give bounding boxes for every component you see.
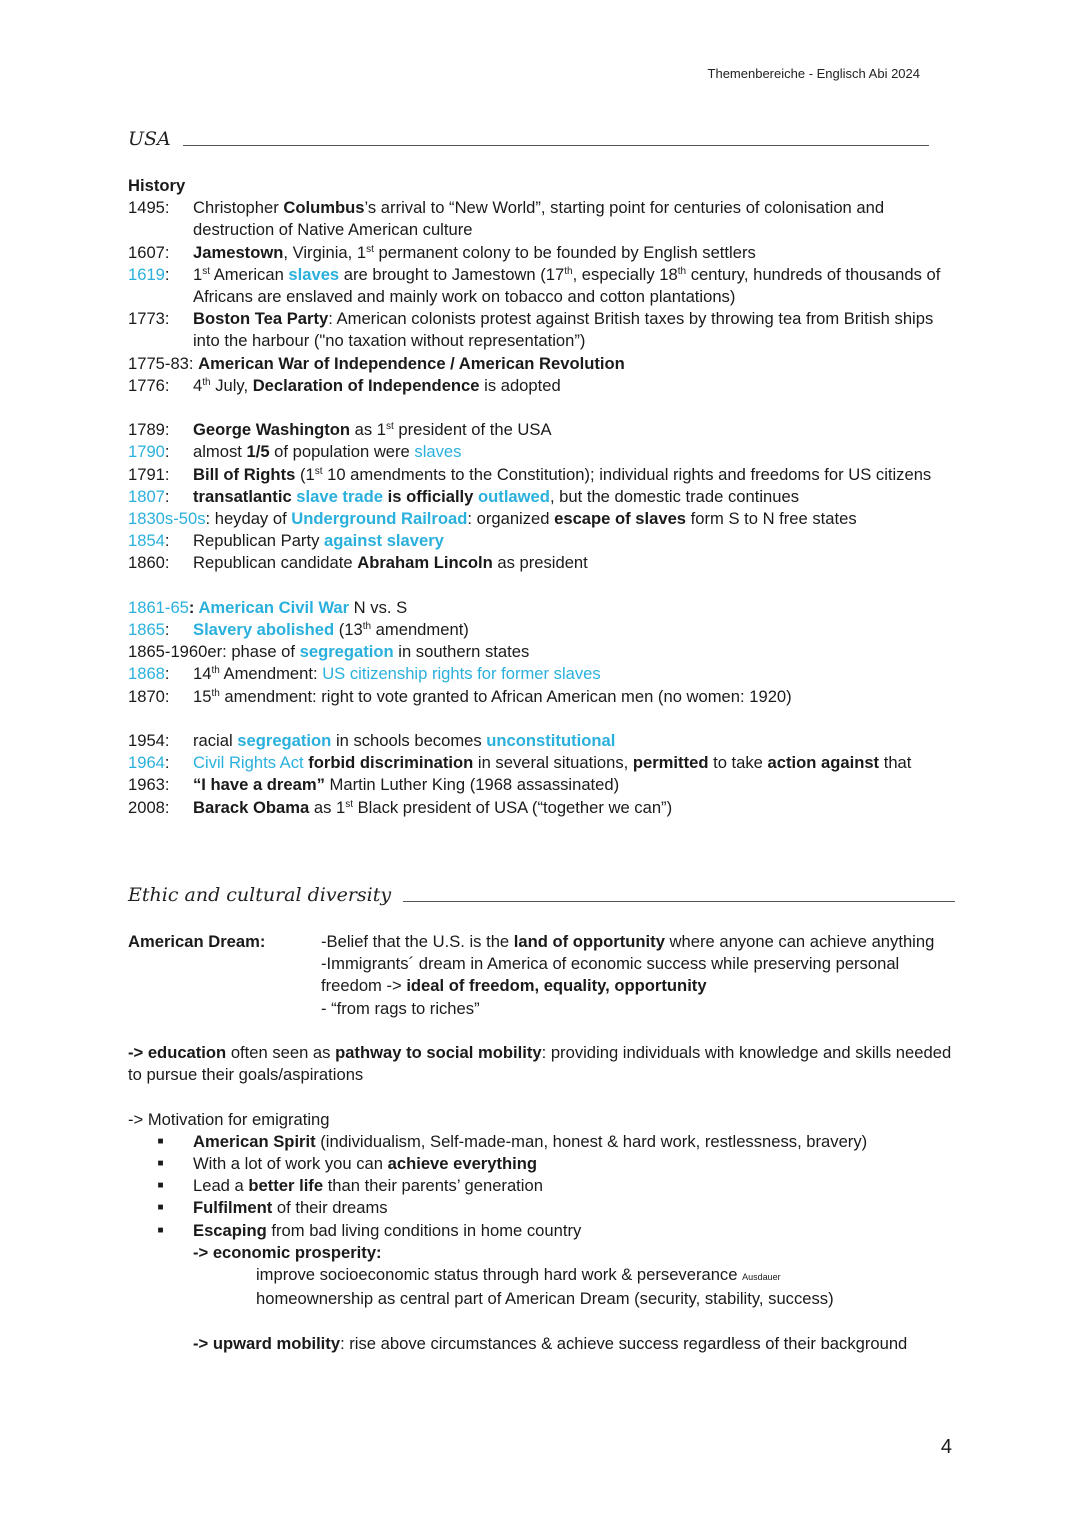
- history-heading: History: [128, 176, 186, 195]
- title-rule: [183, 145, 929, 146]
- timeline-row-1790: 1790: almost 1/5 of population were slaves: [128, 442, 462, 462]
- timeline-row-1870: 1870: 15th amendment: right to vote granted to African American men (no women: 1920): [128, 686, 792, 706]
- bullet-icon: ■: [157, 1135, 164, 1147]
- list-item: ■ Escaping from bad living conditions in home country: [128, 1220, 958, 1242]
- upward-mobility: -> upward mobility: rise above circumstances & achieve success regardless of their background: [193, 1333, 908, 1353]
- timeline-row-1773: 1773: Boston Tea Party: American colonists protest against British taxes by throwing tea from British ships into the harbour ("no taxation without representation”): [128, 309, 934, 351]
- timeline-row-1607: 1607: Jamestown, Virginia, 1st permanent colony to be founded by English settlers: [128, 242, 756, 262]
- timeline-row-1807: 1807: transatlantic slave trade is officially outlawed, but the domestic trade continues: [128, 486, 799, 506]
- bullet-icon: ■: [157, 1180, 164, 1192]
- bullet-icon: ■: [157, 1158, 164, 1169]
- list-item: ■ Fulfilment of their dreams: [128, 1197, 958, 1219]
- timeline-row-1865: 1865: Slavery abolished (13th amendment): [128, 620, 469, 640]
- education-paragraph: -> education often seen as pathway to social mobility: providing individuals with knowledge and skills needed to pursue their goals/aspirations: [128, 1043, 952, 1085]
- timeline-row-1776: 1776: 4th July, Declaration of Independence is adopted: [128, 375, 561, 395]
- american-dream-definition: American Dream: -Belief that the U.S. is the land of opportunity where anyone can achieve anything -Immigrants´ dream in America of economic success while preserving personal freedom -> ideal of freedom, equality, opportunity - “from rags to riches”: [128, 932, 935, 1018]
- timeline-row-1854: 1854: Republican Party against slavery: [128, 531, 444, 551]
- section-title-ethic: Ethic and cultural diversity: [128, 884, 955, 906]
- timeline-row-1789: 1789: George Washington as 1st president of the USA: [128, 420, 552, 440]
- timeline-row-1963: 1963: “I have a dream” Martin Luther King (1968 assassinated): [128, 775, 620, 795]
- motivation-heading: -> Motivation for emigrating: [128, 1109, 330, 1129]
- economic-prosperity-line-2: homeownership as central part of American Dream (security, stability, success): [256, 1289, 834, 1309]
- title-rule: [403, 901, 955, 902]
- list-item: ■ Lead a better life than their parents’ generation: [128, 1175, 958, 1197]
- timeline-row-1495: 1495: Christopher Columbus’s arrival to “New World”, starting point for centuries of colonisation and destruction of Native American culture: [128, 198, 885, 240]
- list-item: ■ American Spirit (individualism, Self-made-man, honest & hard work, restlessness, bravery): [128, 1131, 958, 1153]
- timeline-row-1619: 1619: 1st American slaves are brought to Jamestown (17th, especially 18th century, hundreds of thousands of Africans are enslaved and mainly work on tobacco and cotton plantations): [128, 264, 941, 307]
- timeline-row-1830s: 1830s-50s: heyday of Underground Railroad: organized escape of slaves form S to N free states: [128, 509, 857, 529]
- timeline-row-1791: 1791: Bill of Rights (1st 10 amendments to the Constitution); individual rights and freedoms for US citizens: [128, 464, 932, 484]
- timeline-row-2008: 2008: Barack Obama as 1st Black president of USA (“together we can”): [128, 797, 673, 817]
- history-block: [128, 175, 958, 819]
- bullet-icon: ■: [157, 1202, 164, 1214]
- timeline-row-1954: 1954: racial segregation in schools becomes unconstitutional: [128, 731, 616, 751]
- page-header: Themenbereiche - Englisch Abi 2024: [707, 66, 920, 81]
- timeline-row-1868: 1868: 14th Amendment: US citizenship rights for former slaves: [128, 664, 601, 684]
- timeline-row-1775: 1775-83: American War of Independence / American Revolution: [128, 353, 625, 373]
- page-number: 4: [940, 1436, 952, 1458]
- timeline-row-1860: 1860: Republican candidate Abraham Lincoln as president: [128, 553, 588, 573]
- diversity-block: [128, 931, 958, 1355]
- list-item: ■ With a lot of work you can achieve everything: [128, 1153, 958, 1175]
- economic-prosperity-line-1: improve socioeconomic status through hard work & perseverance Ausdauer: [256, 1265, 781, 1285]
- bullet-icon: ■: [157, 1224, 164, 1236]
- motivation-list: [128, 1131, 958, 1242]
- timeline-row-1861: 1861-65: American Civil War N vs. S: [128, 597, 408, 617]
- timeline-row-1964: 1964: Civil Rights Act forbid discrimination in several situations, permitted to take action against that: [128, 753, 912, 773]
- section-title-usa: USA: [128, 128, 929, 150]
- timeline-row-1865-1960: 1865-1960er: phase of segregation in southern states: [128, 642, 530, 662]
- economic-prosperity-heading: -> economic prosperity:: [193, 1242, 382, 1262]
